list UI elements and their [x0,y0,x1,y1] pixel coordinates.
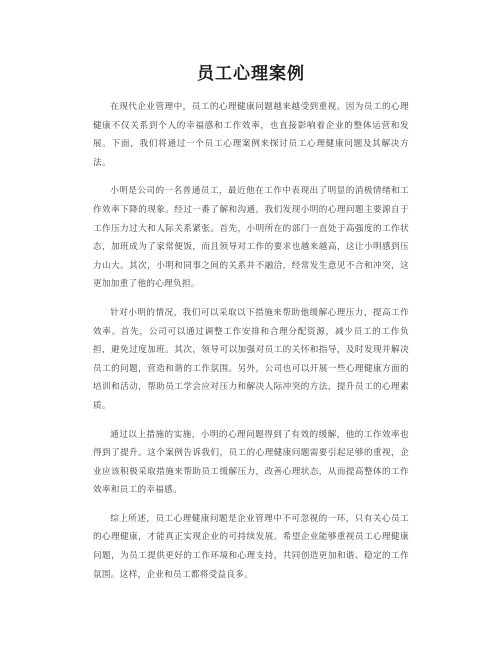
document-body [93,98,409,584]
paragraph: 小明是公司的一名普通员工，最近他在工作中表现出了明显的消极情绪和工作效率下降的现象。经过一番了解和沟通，我们发现小明的心理问题主要源自于工作压力过大和人际关系紧张。首先，小明所在的部门一直处于高强度的工作状态，加班成为了家常便饭，而且领导对工作的要求也越来越高，这让小明感到压力山大。其次，小明和同事之间的关系并不融洽，经常发生意见不合和冲突，这更加加重了他的心理负担。 [93,186,409,290]
paragraph: 综上所述，员工心理健康问题是企业管理中不可忽视的一环，只有关心员工的心理健康，才能真正实现企业的可持续发展。希望企业能够重视员工心理健康问题，为员工提供更好的工作环境和心理支持，共同创造更加和谐、稳定的工作氛围。这样，企业和员工都将受益良多。 [93,513,409,580]
paragraph: 通过以上措施的实施，小明的心理问题得到了有效的缓解，他的工作效率也得到了提升。这个案例告诉我们，员工的心理健康问题需要引起足够的重视，企业应该积极采取措施来帮助员工缓解压力，改善心理状态，从而提高整体的工作效率和员工的幸福感。 [93,429,409,496]
paragraph: 针对小明的情况，我们可以采取以下措施来帮助他缓解心理压力，提高工作效率。首先，公司可以通过调整工作安排和合理分配资源，减少员工的工作负担，避免过度加班。其次，领导可以加强对员工的关怀和指导，及时发现并解决员工的问题，营造和谐的工作氛围。另外，公司也可以开展一些心理健康方面的培训和活动，帮助员工学会应对压力和解决人际冲突的方法，提升员工的心理素质。 [93,307,409,411]
paragraph: 在现代企业管理中，员工的心理健康问题越来越受到重视。因为员工的心理健康不仅关系到个人的幸福感和工作效率，也直接影响着企业的整体运营和发展。下面，我们将通过一个员工心理案例来探讨员工心理健康问题及其解决方法。 [93,102,409,168]
document-title: 员工心理案例 [197,64,305,84]
